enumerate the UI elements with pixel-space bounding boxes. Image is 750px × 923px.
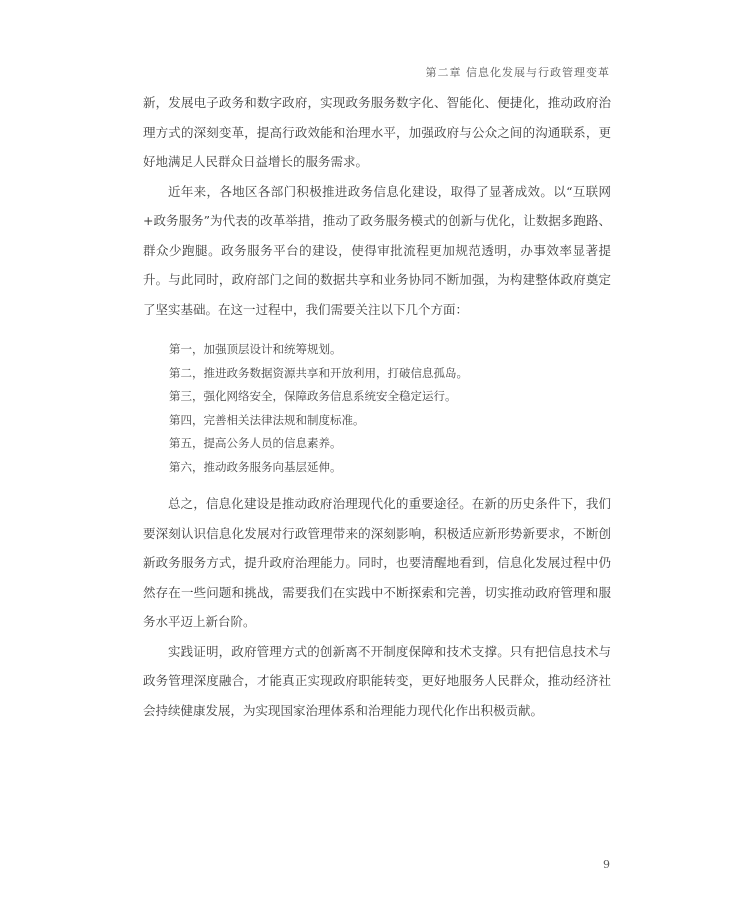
list-item: 第六，推动政务服务向基层延伸。 bbox=[169, 459, 342, 474]
paragraph: 新，发展电子政务和数字政府，实现政务服务数字化、智能化、便捷化，推动政府治理方式的深刻变革，提高行政效能和治理水平，加强政府与公众之间的沟通联系，更好地满足人民群众日益增长的服务需求。 bbox=[143, 95, 611, 169]
paragraph: 总之，信息化建设是推动政府治理现代化的重要途径。在新的历史条件下，我们要深刻认识信息化发展对行政管理带来的深刻影响，积极适应新形势新要求，不断创新政务服务方式，提升政府治理能力。同时，也要清醒地看到，信息化发展过程中仍然存在一些问题和挑战，需要我们在实践中不断探索和完善，切实推动政府管理和服务水平迈上新台阶。 bbox=[143, 496, 611, 629]
list-item: 第四，完善相关法律法规和制度标准。 bbox=[169, 412, 365, 427]
paragraph: 近年来，各地区各部门积极推进政务信息化建设，取得了显著成效。以“互联网+政务服务”为代表的改革举措，推动了政务服务模式的创新与优化，让数据多跑路、群众少跑腿。政务服务平台的建设，使得审批流程更加规范透明，办事效率显著提升。与此同时，政府部门之间的数据共享和业务协同不断加强，为构建整体政府奠定了坚实基础。在这一过程中，我们需要关注以下几个方面： bbox=[143, 183, 611, 317]
paragraph: 实践证明，政府管理方式的创新离不开制度保障和技术支撑。只有把信息技术与政务管理深度融合，才能真正实现政府职能转变，更好地服务人民群众，推动经济社会持续健康发展，为实现国家治理体系和治理能力现代化作出积极贡献。 bbox=[143, 643, 611, 718]
list-item: 第二，推进政务数据资源共享和开放利用，打破信息孤岛。 bbox=[169, 365, 468, 380]
list-item: 第五，提高公务人员的信息素养。 bbox=[169, 436, 342, 450]
numbered-list bbox=[143, 338, 611, 479]
running-header: 第二章 信息化发展与行政管理变革 bbox=[425, 66, 610, 79]
body-text bbox=[143, 88, 611, 725]
list-item: 第三，强化网络安全，保障政务信息系统安全稳定运行。 bbox=[169, 389, 457, 403]
list-item: 第一，加强顶层设计和统筹规划。 bbox=[169, 342, 342, 356]
page-number: 9 bbox=[603, 858, 610, 871]
